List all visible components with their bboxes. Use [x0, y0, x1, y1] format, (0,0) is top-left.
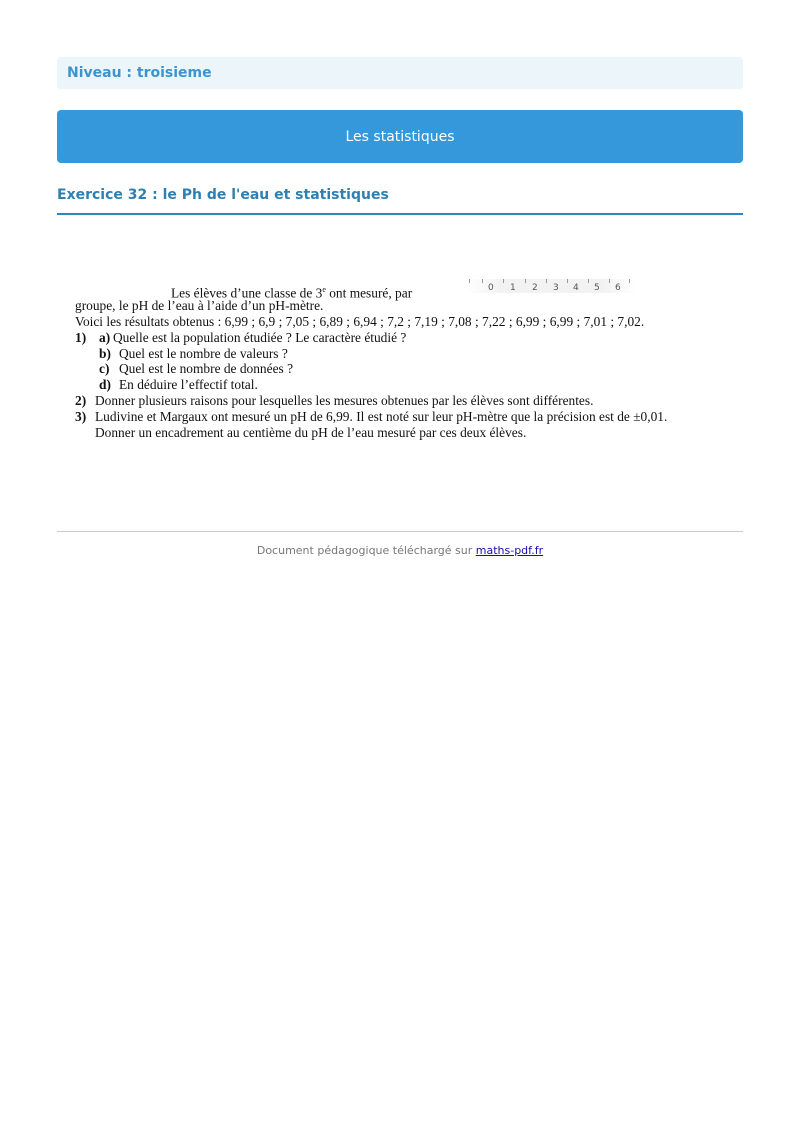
ruler-label: 5 [594, 283, 600, 293]
question-1c: Quel est le nombre de données ? [119, 361, 294, 376]
footer-divider [57, 531, 743, 532]
ruler-label: 2 [532, 283, 538, 293]
question-1c-label: c) [99, 361, 110, 376]
ruler-tick [629, 279, 630, 283]
question-3-continued: Donner un encadrement au centième du pH de l’eau mesuré par ces deux élèves. [95, 425, 527, 440]
ruler-label: 1 [510, 283, 516, 293]
question-1a: Quelle est la population étudiée ? Le caractère étudié ? [113, 330, 407, 345]
level-label: Niveau : troisieme [67, 65, 212, 81]
footer-link[interactable]: maths-pdf.fr [475, 544, 544, 557]
ruler-label: 6 [615, 283, 621, 293]
ruler-tick [525, 279, 526, 283]
ruler-tick [609, 279, 610, 283]
ruler-tick [469, 279, 470, 283]
question-1b: Quel est le nombre de valeurs ? [119, 346, 288, 361]
question-3: Ludivine et Margaux ont mesuré un pH de 6,99. Il est noté sur leur pH-mètre que la précision est de ±0,01. [95, 409, 668, 424]
scan-line-1-text: Les élèves d’une classe de 3 [171, 285, 323, 301]
question-3-number: 3) [75, 409, 87, 424]
exercise-scan [66, 276, 706, 446]
ruler-label: 4 [573, 283, 579, 293]
ruler-tick [588, 279, 589, 283]
question-1d-label: d) [99, 377, 111, 392]
footer-text: Document pédagogique téléchargé sur [256, 544, 476, 557]
question-2-number: 2) [75, 393, 87, 408]
question-1d: En déduire l’effectif total. [119, 377, 258, 392]
scan-line-2: groupe, le pH de l’eau à l’aide d’un pH-mètre. [75, 298, 324, 313]
ruler-label: 3 [553, 283, 559, 293]
scan-line-3: Voici les résultats obtenus : 6,99 ; 6,9 ; 7,05 ; 6,89 ; 6,94 ; 7,2 ; 7,19 ; 7,08 ; 7,22 ; 6,99 ; 6,99 ; 7,01 ; 7,02. [75, 314, 645, 329]
exercise-title: Exercice 32 : le Ph de l'eau et statistiques [57, 187, 389, 203]
level-banner [57, 57, 743, 89]
ruler-label: 0 [488, 283, 494, 293]
question-2: Donner plusieurs raisons pour lesquelles les mesures obtenues par les élèves sont différentes. [95, 393, 594, 408]
scan-line-1-sup: e [322, 285, 326, 294]
ruler-tick [546, 279, 547, 283]
page-title: Les statistiques [345, 128, 455, 145]
ruler-tick [482, 279, 483, 283]
ruler-tick [503, 279, 504, 283]
footer [0, 544, 800, 557]
ruler-tick [567, 279, 568, 283]
question-1a-label: a) [99, 330, 111, 345]
exercise-heading [57, 185, 743, 215]
question-1-number: 1) [75, 330, 87, 345]
title-bar [57, 110, 743, 163]
scan-line-1-end: ont mesuré, par [325, 285, 413, 301]
ph-ruler-image [466, 279, 636, 293]
question-1b-label: b) [99, 346, 111, 361]
